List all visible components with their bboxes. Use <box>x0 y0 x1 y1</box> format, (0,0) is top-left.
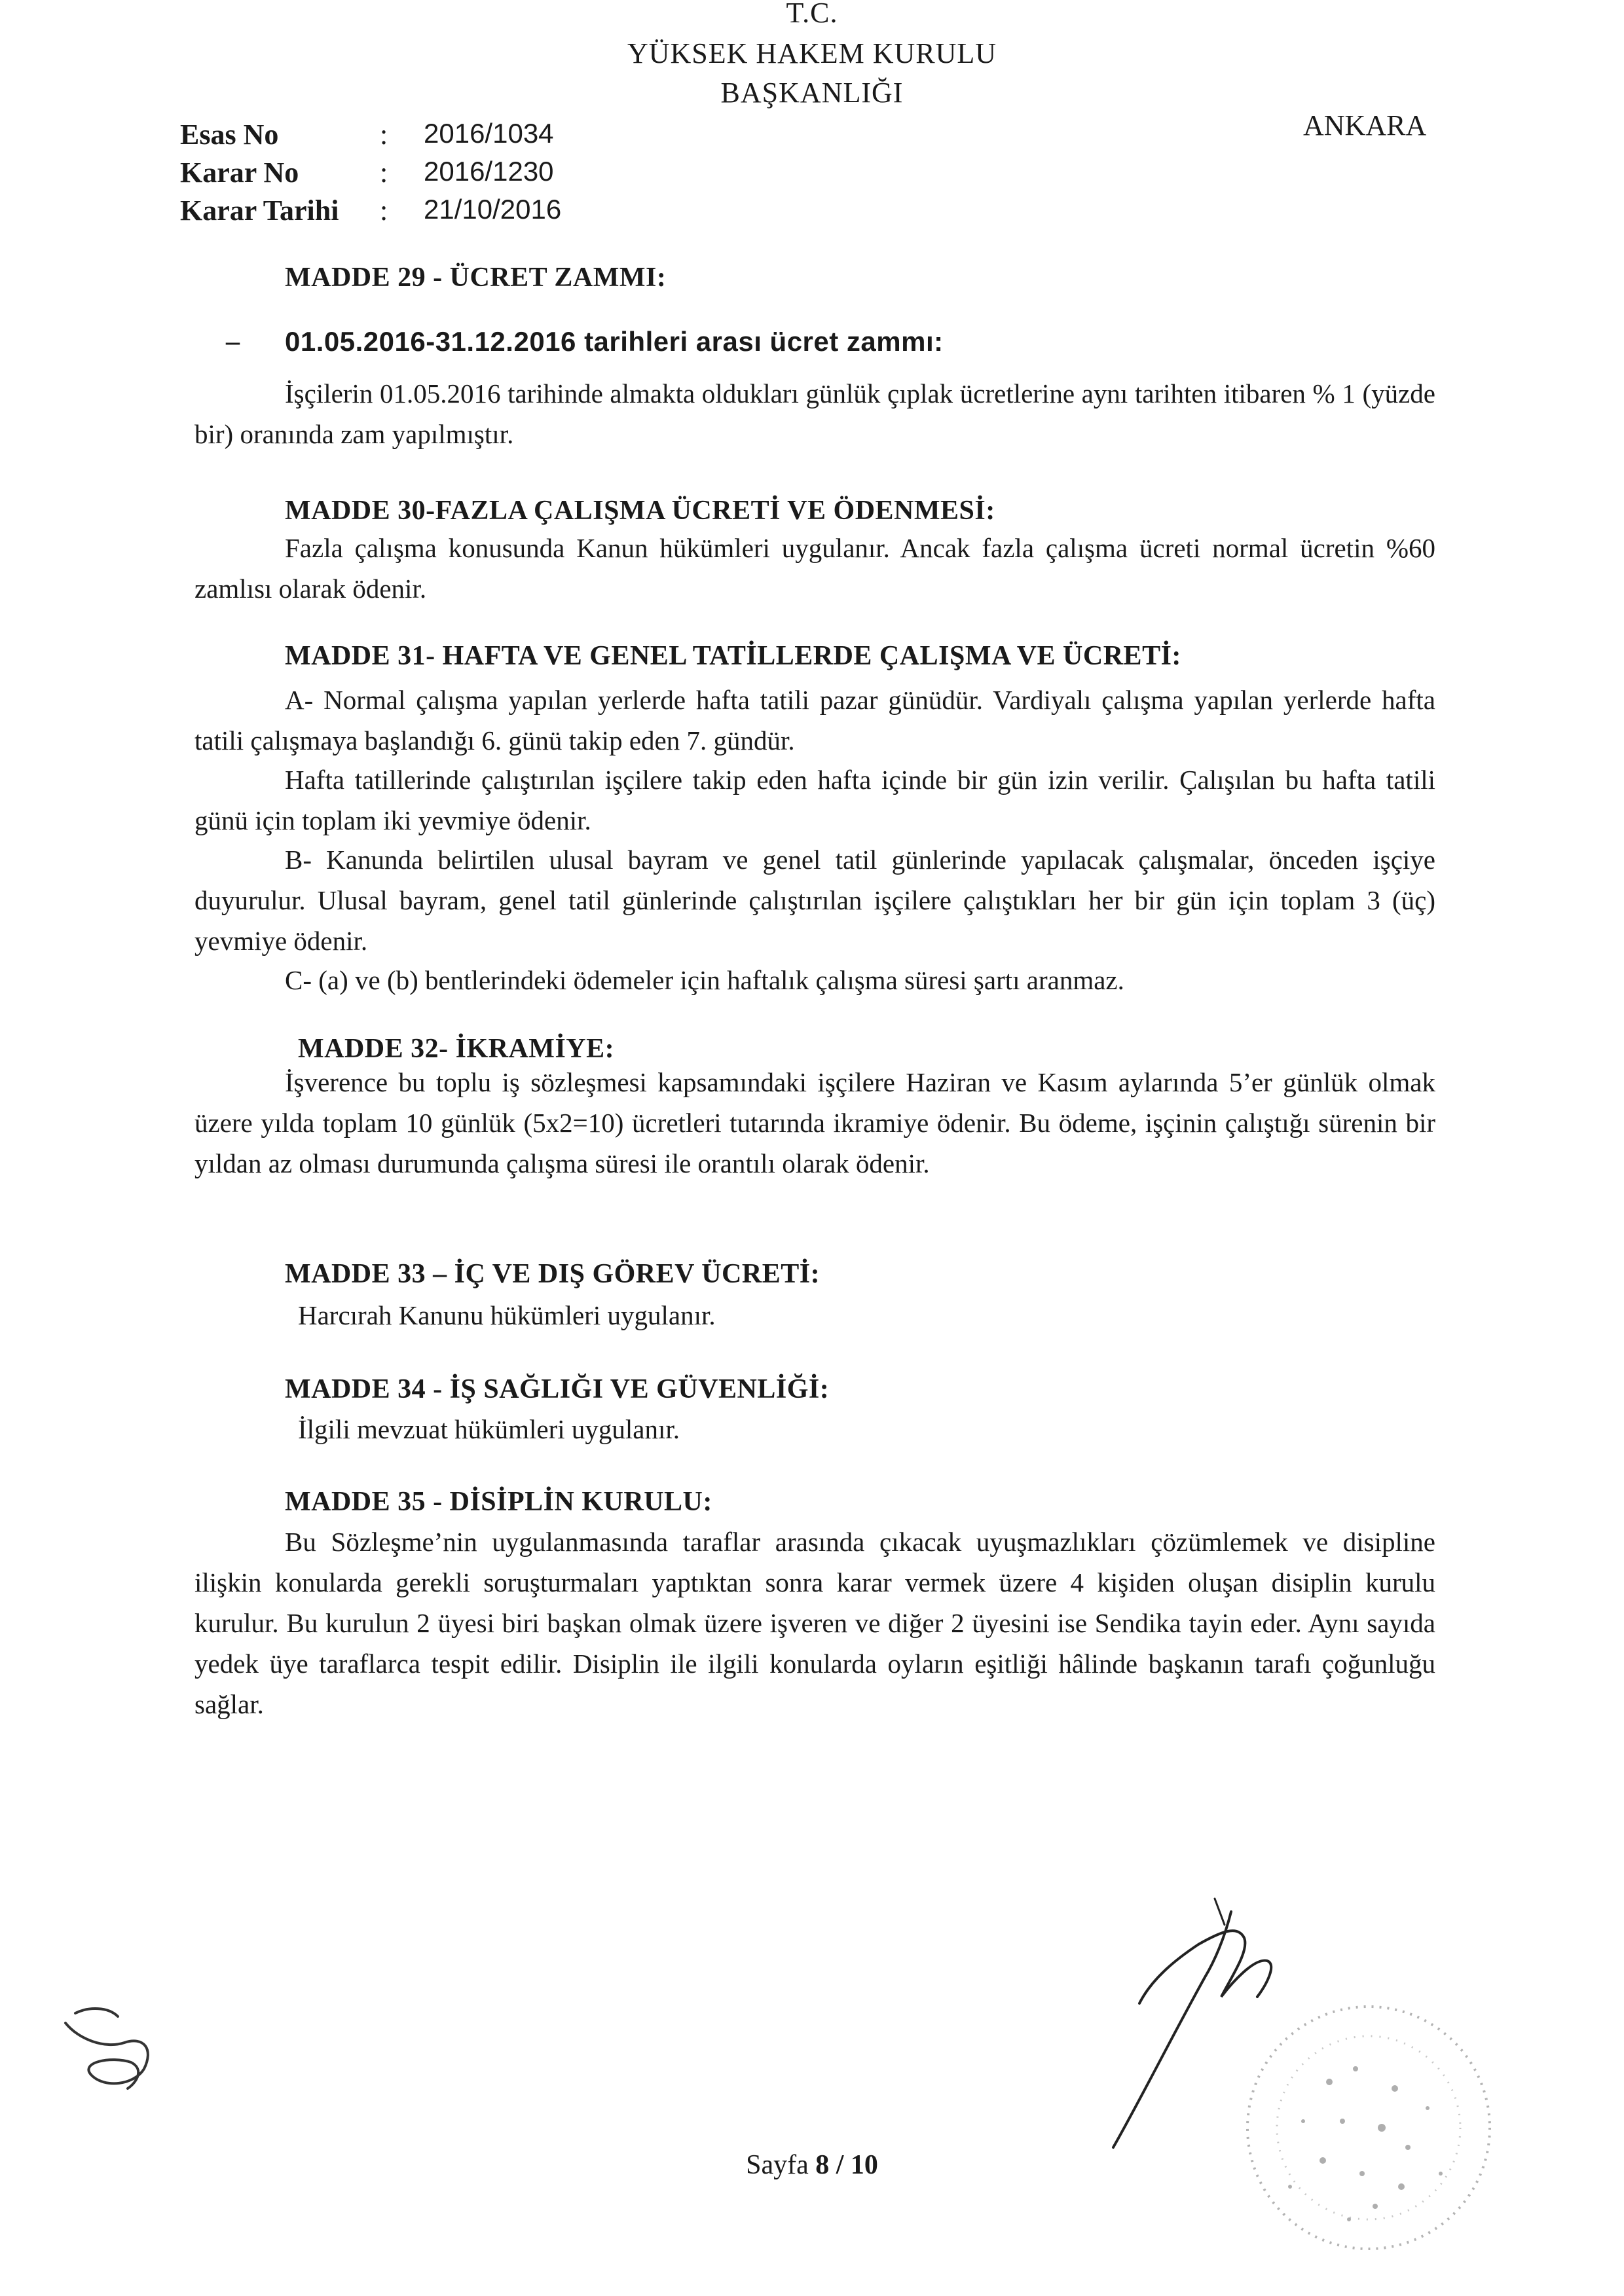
page-word: Sayfa <box>746 2150 809 2180</box>
article-34-text: İlgili mevzuat hükümleri uygulanır. <box>298 1414 680 1444</box>
bullet-dash: – <box>226 327 240 357</box>
article-35-heading: MADDE 35 - DİSİPLİN KURULU: <box>285 1487 712 1517</box>
article-33-text: Harcırah Kanunu hükümleri uygulanır. <box>298 1300 716 1330</box>
meta-value-tarih: 21/10/2016 <box>424 194 562 225</box>
article-31-heading: MADDE 31- HAFTA VE GENEL TATİLLERDE ÇALIŞMA VE ÜCRETİ: <box>285 641 1181 671</box>
meta-label-esas: Esas No <box>180 118 279 151</box>
page-number <box>0 2149 1624 2181</box>
article-33-heading: MADDE 33 – İÇ VE DIŞ GÖREV ÜCRETİ: <box>285 1259 821 1289</box>
article-30-text: Fazla çalışma konusunda Kanun hükümleri uygulanır. Ancak fazla çalışma ücreti normal ücretin %60 zamlısı olarak ödenir. <box>194 533 1435 604</box>
official-stamp-icon <box>1231 1990 1506 2265</box>
meta-label-karar: Karar No <box>180 156 299 189</box>
article-35-text: Bu Sözleşme’nin uygulanmasında taraflar arasında çıkacak uyuşmazlıkları çözümlemek ve disipline ilişkin konularda gerekli soruşturmaları yaptıktan sonra karar vermek üzere 4 kişiden oluşan disiplin kurulu kurulur. Bu kurulun 2 üyesi biri başkan olmak üzere işveren ve diğer 2 üyesini ise Sendika tayin eder. Aynı sayıda yedek üye taraflarca tespit edilir. Disiplin ile ilgili konularda oyların eşitliği hâlinde başkanın tarafı çoğunluğu sağlar. <box>194 1527 1435 1719</box>
page-total: 10 <box>850 2150 878 2180</box>
page-separator: / <box>836 2150 844 2180</box>
article-32-heading: MADDE 32- İKRAMİYE: <box>298 1034 615 1064</box>
meta-colon: : <box>380 118 388 151</box>
meta-colon: : <box>380 194 388 227</box>
article-30-heading: MADDE 30-FAZLA ÇALIŞMA ÜCRETİ VE ÖDENMESİ: <box>285 496 995 526</box>
article-31-item-a: A- Normal çalışma yapılan yerlerde hafta tatili pazar günüdür. Vardiyalı çalışma yapılan yerlerde hafta tatili çalışmaya başlandığı 6. günü takip eden 7. gündür. <box>194 685 1435 756</box>
article-31-item-c: C- (a) ve (b) bentlerindeki ödemeler için haftalık çalışma süresi şartı aranmaz. <box>285 965 1124 995</box>
article-31-item-a-cont: Hafta tatillerinde çalıştırılan işçilere takip eden hafta içinde bir gün izin verilir. Çalışılan bu hafta tatili günü için toplam iki yevmiye ödenir. <box>194 765 1435 835</box>
article-34-heading: MADDE 34 - İŞ SAĞLIĞI VE GÜVENLİĞİ: <box>285 1374 830 1404</box>
meta-label-tarih: Karar Tarihi <box>180 194 339 227</box>
meta-value-karar: 2016/1230 <box>424 156 554 187</box>
meta-colon: : <box>380 156 388 189</box>
article-32-text: İşverence bu toplu iş sözleşmesi kapsamındaki işçilere Haziran ve Kasım aylarında 5’er günlük olmak üzere yılda toplam 10 günlük (5x2=10) ücretleri tutarında ikramiye ödenir. Bu ödeme, işçinin çalıştığı sürenin bir yıldan az olması durumunda çalışma süresi ile orantılı olarak ödenir. <box>194 1067 1435 1178</box>
meta-value-esas: 2016/1034 <box>424 118 554 149</box>
article-31-item-b: B- Kanunda belirtilen ulusal bayram ve genel tatil günlerinde yapılacak çalışmalar, önceden işçiye duyurulur. Ulusal bayram, genel tatil günlerinde çalıştırılan işçilere çalıştıkları her bir gün için toplam 3 (üç) yevmiye ödenir. <box>194 845 1435 956</box>
article-29-heading: MADDE 29 - ÜCRET ZAMMI: <box>285 263 667 293</box>
institution-title: YÜKSEK HAKEM KURULU <box>627 37 997 69</box>
city-label: ANKARA <box>1303 109 1427 141</box>
country-label: T.C. <box>786 0 838 29</box>
article-29-subheading: 01.05.2016-31.12.2016 tarihleri arası ücret zammı: <box>285 326 944 357</box>
page-current: 8 <box>815 2150 830 2180</box>
handwritten-initial-icon <box>39 1977 170 2095</box>
office-title: BAŞKANLIĞI <box>720 77 904 109</box>
article-29-text: İşçilerin 01.05.2016 tarihinde almakta oldukları günlük çıplak ücretlerine aynı tarihten itibaren % 1 (yüzde bir) oranında zam yapılmıştır. <box>194 378 1435 449</box>
